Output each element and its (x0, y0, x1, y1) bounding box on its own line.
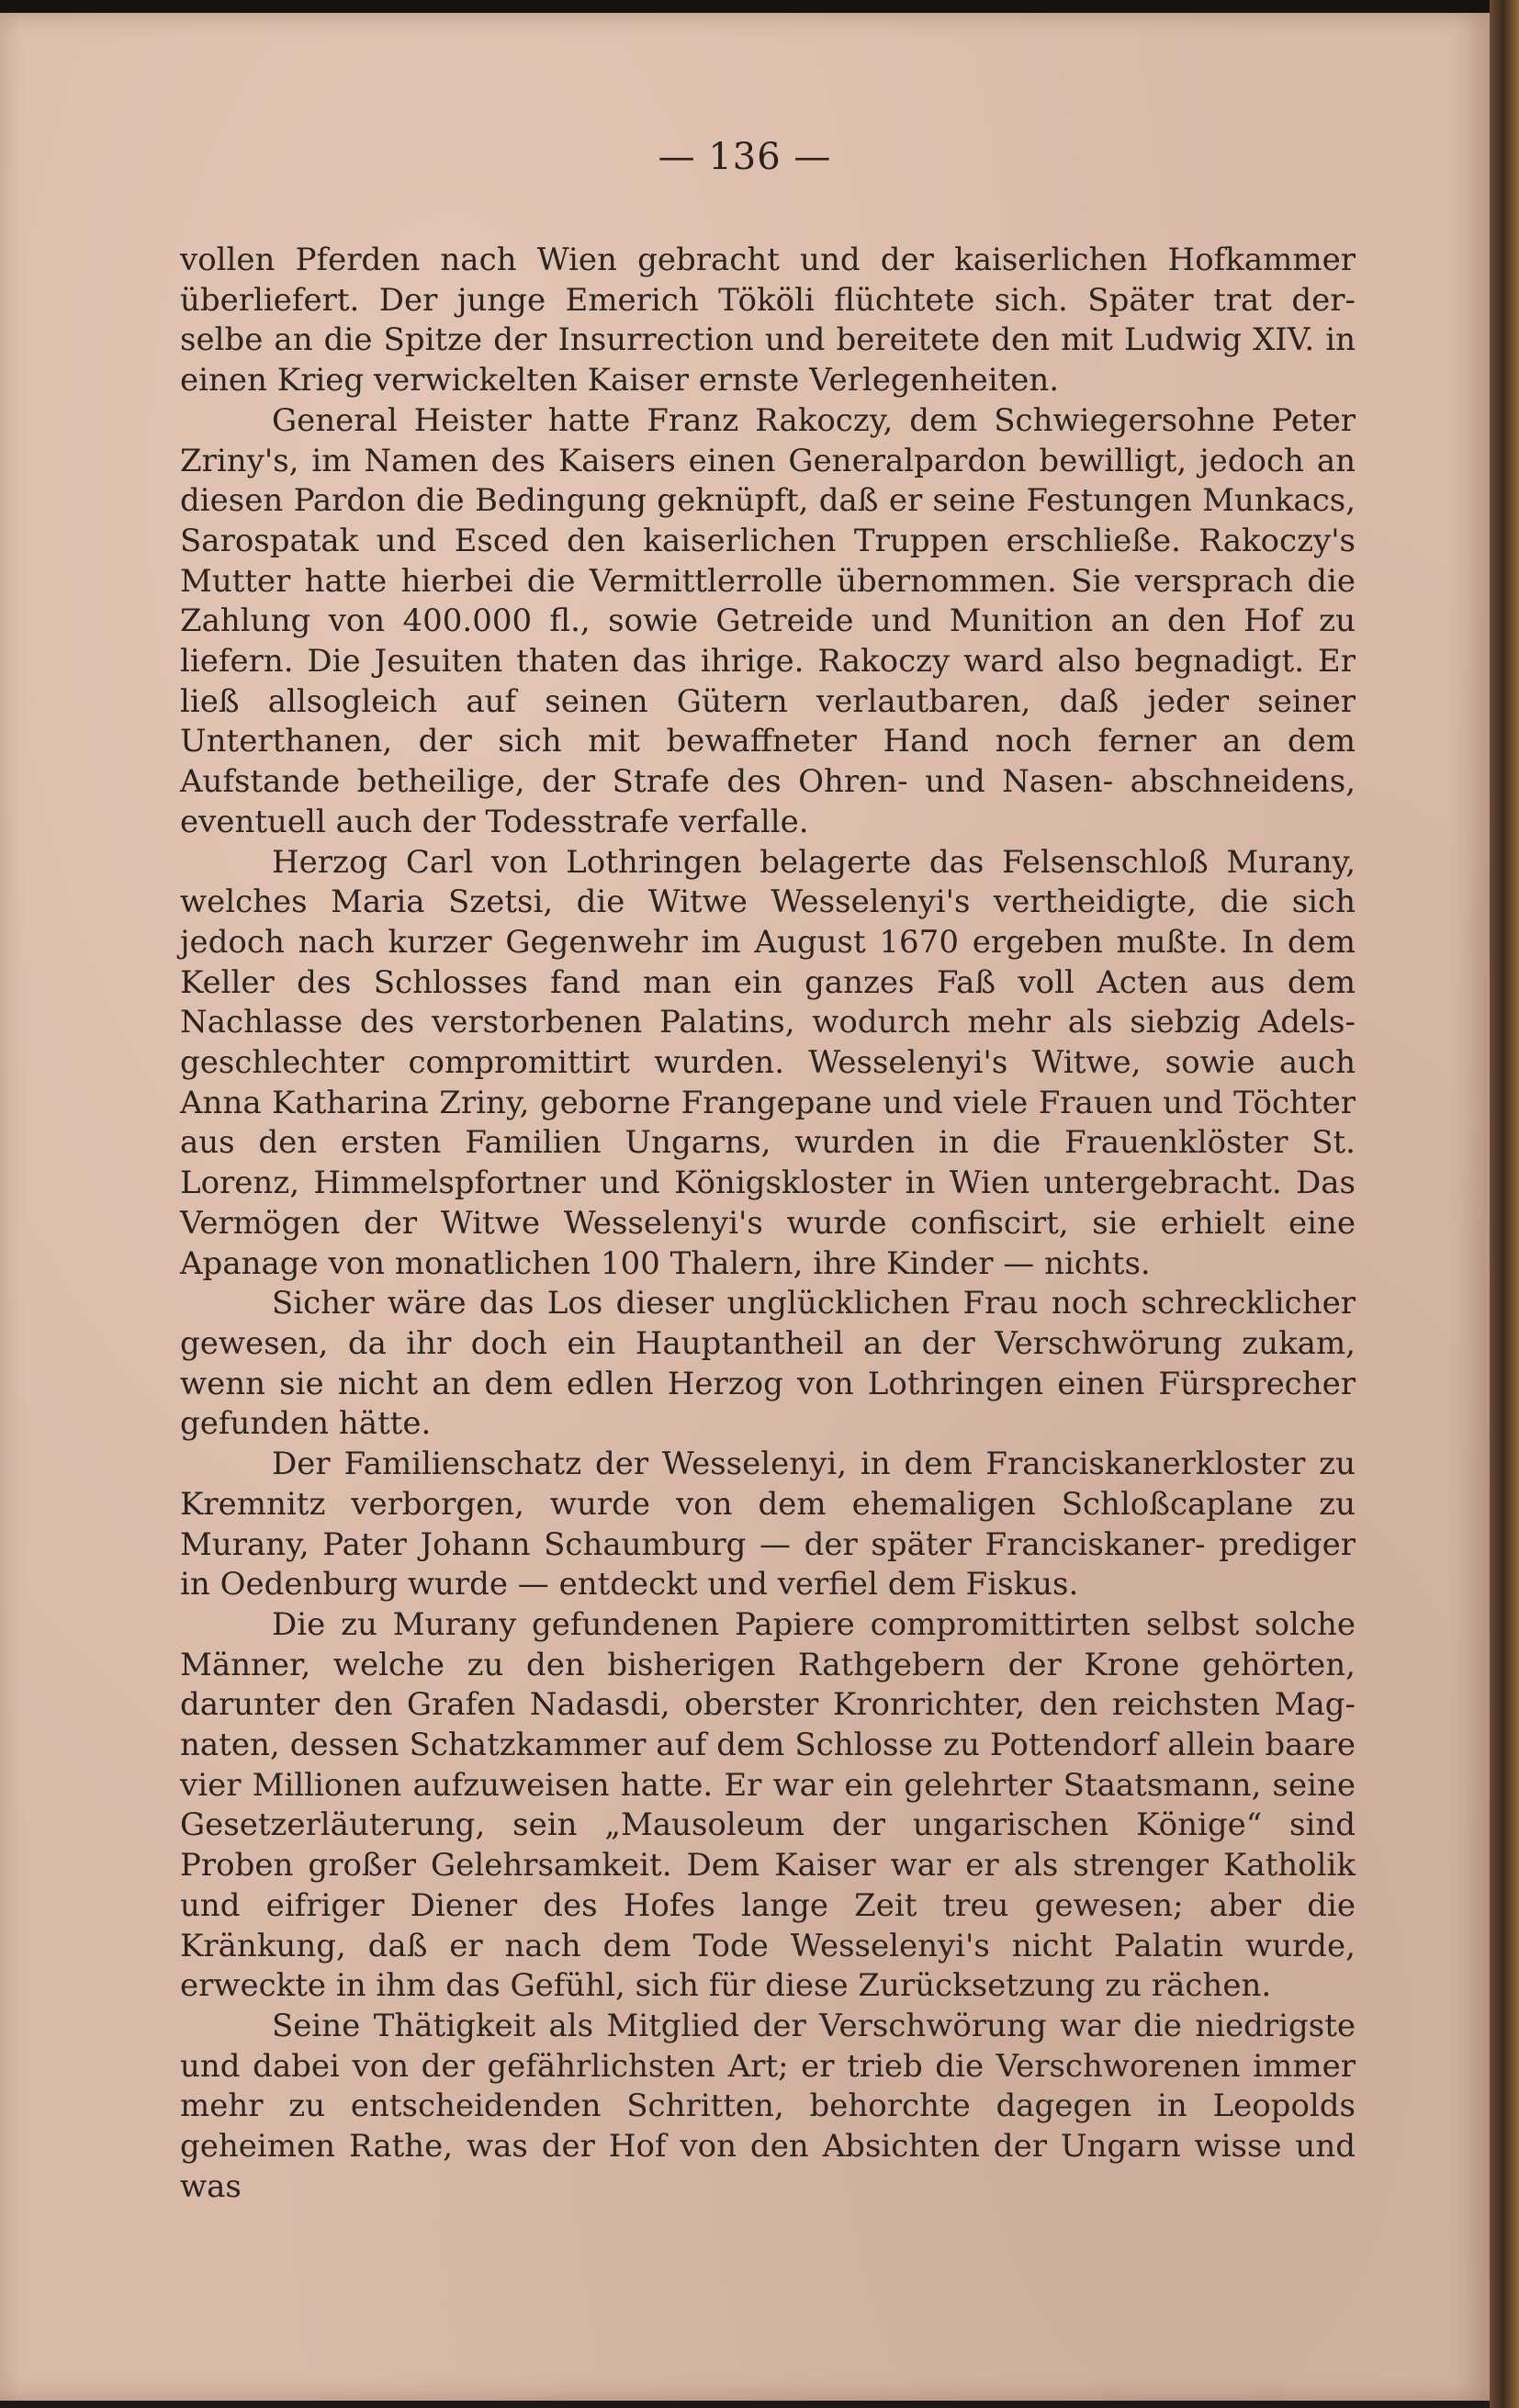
paragraph-3: Herzog Carl von Lothringen belagerte das Felsenschloß Murany, welches Maria Szetsi, die Witwe Wesselenyi's vertheidigte, die sich jedoch nach kurzer Gegenwehr im August 1670 ergeben mußte. In dem Keller des Schlosses fand man ein ganzes Faß voll Acten aus dem Nachlasse des verstorbenen Palatins, wodurch mehr als siebzig Adels- geschlechter compromittirt wurden. Wesselenyi's Witwe, sowie auch Anna Katharina Zriny, geborne Frangepane und viele Frauen und Töchter aus den ersten Familien Ungarns, wurden in die Frauenklöster St. Lorenz, Himmelspfortner und Königskloster in Wien untergebracht. Das Vermögen der Witwe Wesselenyi's wurde confiscirt, sie erhielt eine Apanage von monatlichen 100 Thalern, ihre Kinder — nichts. (180, 843, 1356, 1282)
paragraph-1: vollen Pferden nach Wien gebracht und der kaiserlichen Hofkammer überliefert. Der junge Emerich Tököli flüchtete sich. Später trat der- selbe an die Spitze der Insurrection und bereitete den mit Ludwig XIV. in einen Krieg verwickelten Kaiser ernste Verlegenheiten. (180, 242, 1356, 399)
paragraph-2: General Heister hatte Franz Rakoczy, dem Schwiegersohne Peter Zriny's, im Namen des Kaisers einen Generalpardon bewilligt, jedoch an diesen Pardon die Bedingung geknüpft, daß er seine Festungen Munkacs, Sarospatak und Esced den kaiserlichen Truppen erschließe. Rakoczy's Mutter hatte hierbei die Vermittlerrolle übernommen. Sie versprach die Zahlung von 400.000 fl., sowie Getreide und Munition an den Hof zu liefern. Die Jesuiten thaten das ihrige. Rakoczy ward also begnadigt. Er ließ allsogleich auf seinen Gütern verlautbaren, daß jeder seiner Unterthanen, der sich mit bewaffneter Hand noch ferner an dem Aufstande betheilige, der Strafe des Ohren- und Nasen- abschneidens, eventuell auch der Todesstrafe verfalle. (180, 401, 1356, 840)
page-number: — 136 — (658, 136, 832, 178)
paragraph-6: Die zu Murany gefundenen Papiere compromittirten selbst solche Männer, welche zu den bisherigen Rathgebern der Krone gehörten, darunter den Grafen Nadasdi, oberster Kronrichter, den reichsten Mag- naten, dessen Schatzkammer auf dem Schlosse zu Pottendorf allein baare vier Millionen aufzuweisen hatte. Er war ein gelehrter Staatsmann, seine Gesetzerläuterung, sein „Mausoleum der ungarischen Könige“ sind Proben großer Gelehrsamkeit. Dem Kaiser war er als strenger Katholik und eifriger Diener des Hofes lange Zeit treu gewesen; aber die Kränkung, daß er nach dem Tode Wesselenyi's nicht Palatin wurde, erweckte in ihm das Gefühl, sich für diese Zurücksetzung zu rächen. (180, 1605, 1356, 2005)
paragraph-5: Der Familienschatz der Wesselenyi, in dem Franciskanerkloster zu Kremnitz verborgen, wurde von dem ehemaligen Schloßcaplane zu Murany, Pater Johann Schaumburg — der später Franciskaner- prediger in Oedenburg wurde — entdeckt und verfiel dem Fiskus. (180, 1446, 1356, 1603)
body-text (180, 241, 1356, 2207)
paragraph-4: Sicher wäre das Los dieser unglücklichen Frau noch schrecklicher gewesen, da ihr doch ein Hauptantheil an der Verschwörung zukam, wenn sie nicht an dem edlen Herzog von Lothringen einen Fürsprecher gefunden hätte. (180, 1285, 1356, 1443)
book-edge (1490, 0, 1519, 2408)
paragraph-7: Seine Thätigkeit als Mitglied der Verschwörung war die niedrigste und dabei von der gefährlichsten Art; er trieb die Verschworenen immer mehr zu entscheidenden Schritten, behorchte dagegen in Leopolds geheimen Rathe, was der Hof von den Absichten der Ungarn wisse und was (180, 2007, 1356, 2205)
book-page (0, 13, 1490, 2401)
